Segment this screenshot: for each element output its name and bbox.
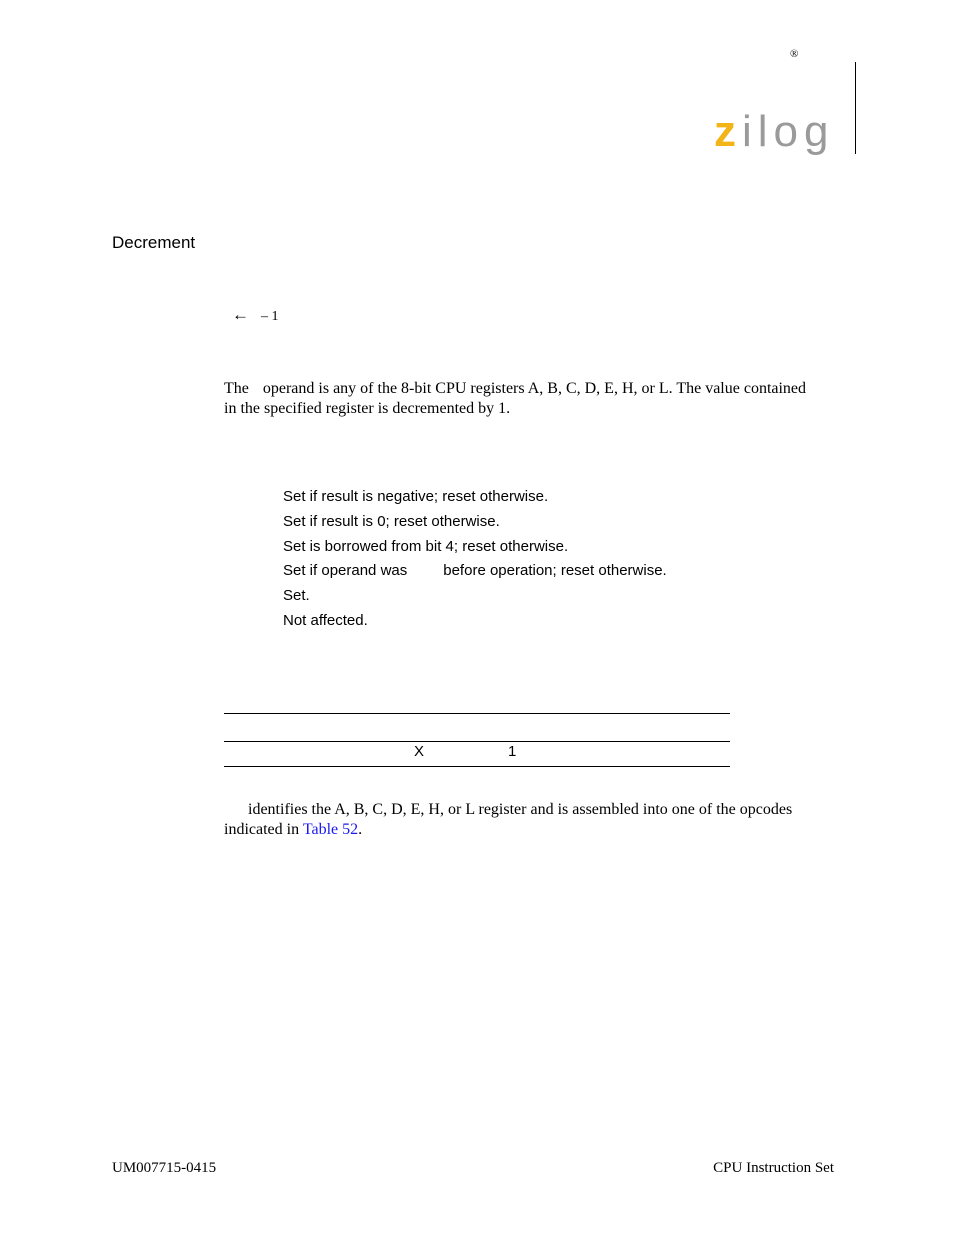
flag-pv-head: Set if operand was	[283, 562, 408, 579]
flag-h-description: Set is borrowed from bit 4; reset otherwise.	[283, 538, 569, 555]
note-line-1: identifies the A, B, C, D, E, H, or L register and is assembled into one of the opcodes	[248, 801, 793, 818]
table-cell-x: X	[414, 743, 425, 760]
logo-ilog: ilog	[742, 107, 835, 156]
note-line-2	[224, 821, 362, 839]
flag-n-description: Set.	[283, 587, 310, 604]
description-operand-text: operand is any of the 8-bit CPU registers A, B, C, D, E, H, or L. The value contained	[262, 380, 807, 397]
table-cell-one: 1	[508, 743, 517, 760]
flag-c-description: Not affected.	[283, 612, 368, 629]
table-52-link[interactable]: Table 52	[302, 821, 359, 838]
flag-s-description: Set if result is negative; reset otherwise.	[283, 488, 549, 505]
description-line-1	[224, 380, 806, 398]
footer-section-title: CPU Instruction Set	[713, 1160, 834, 1176]
operation-minus-one: – 1	[261, 309, 279, 324]
section-heading: Decrement	[112, 233, 196, 252]
description-line-2: in the specified register is decremented by 1.	[224, 400, 511, 417]
operation-expression	[232, 305, 279, 325]
table-top-rule	[224, 713, 730, 714]
logo-z: z	[714, 107, 736, 156]
description-the: The	[224, 380, 249, 397]
table-header-rule	[224, 741, 730, 742]
header-vertical-rule	[855, 62, 856, 154]
flag-z-description: Set if result is 0; reset otherwise.	[283, 513, 500, 530]
registered-mark: ®	[790, 48, 799, 60]
note-prefix: indicated in	[224, 821, 300, 838]
zilog-logo	[712, 106, 846, 158]
assign-arrow: ←	[232, 305, 249, 324]
flag-pv-tail: before operation; reset otherwise.	[443, 562, 667, 579]
table-bottom-rule	[224, 766, 730, 767]
note-suffix: .	[358, 821, 363, 838]
footer-document-id: UM007715-0415	[112, 1160, 217, 1176]
flag-pv-description	[283, 562, 667, 579]
